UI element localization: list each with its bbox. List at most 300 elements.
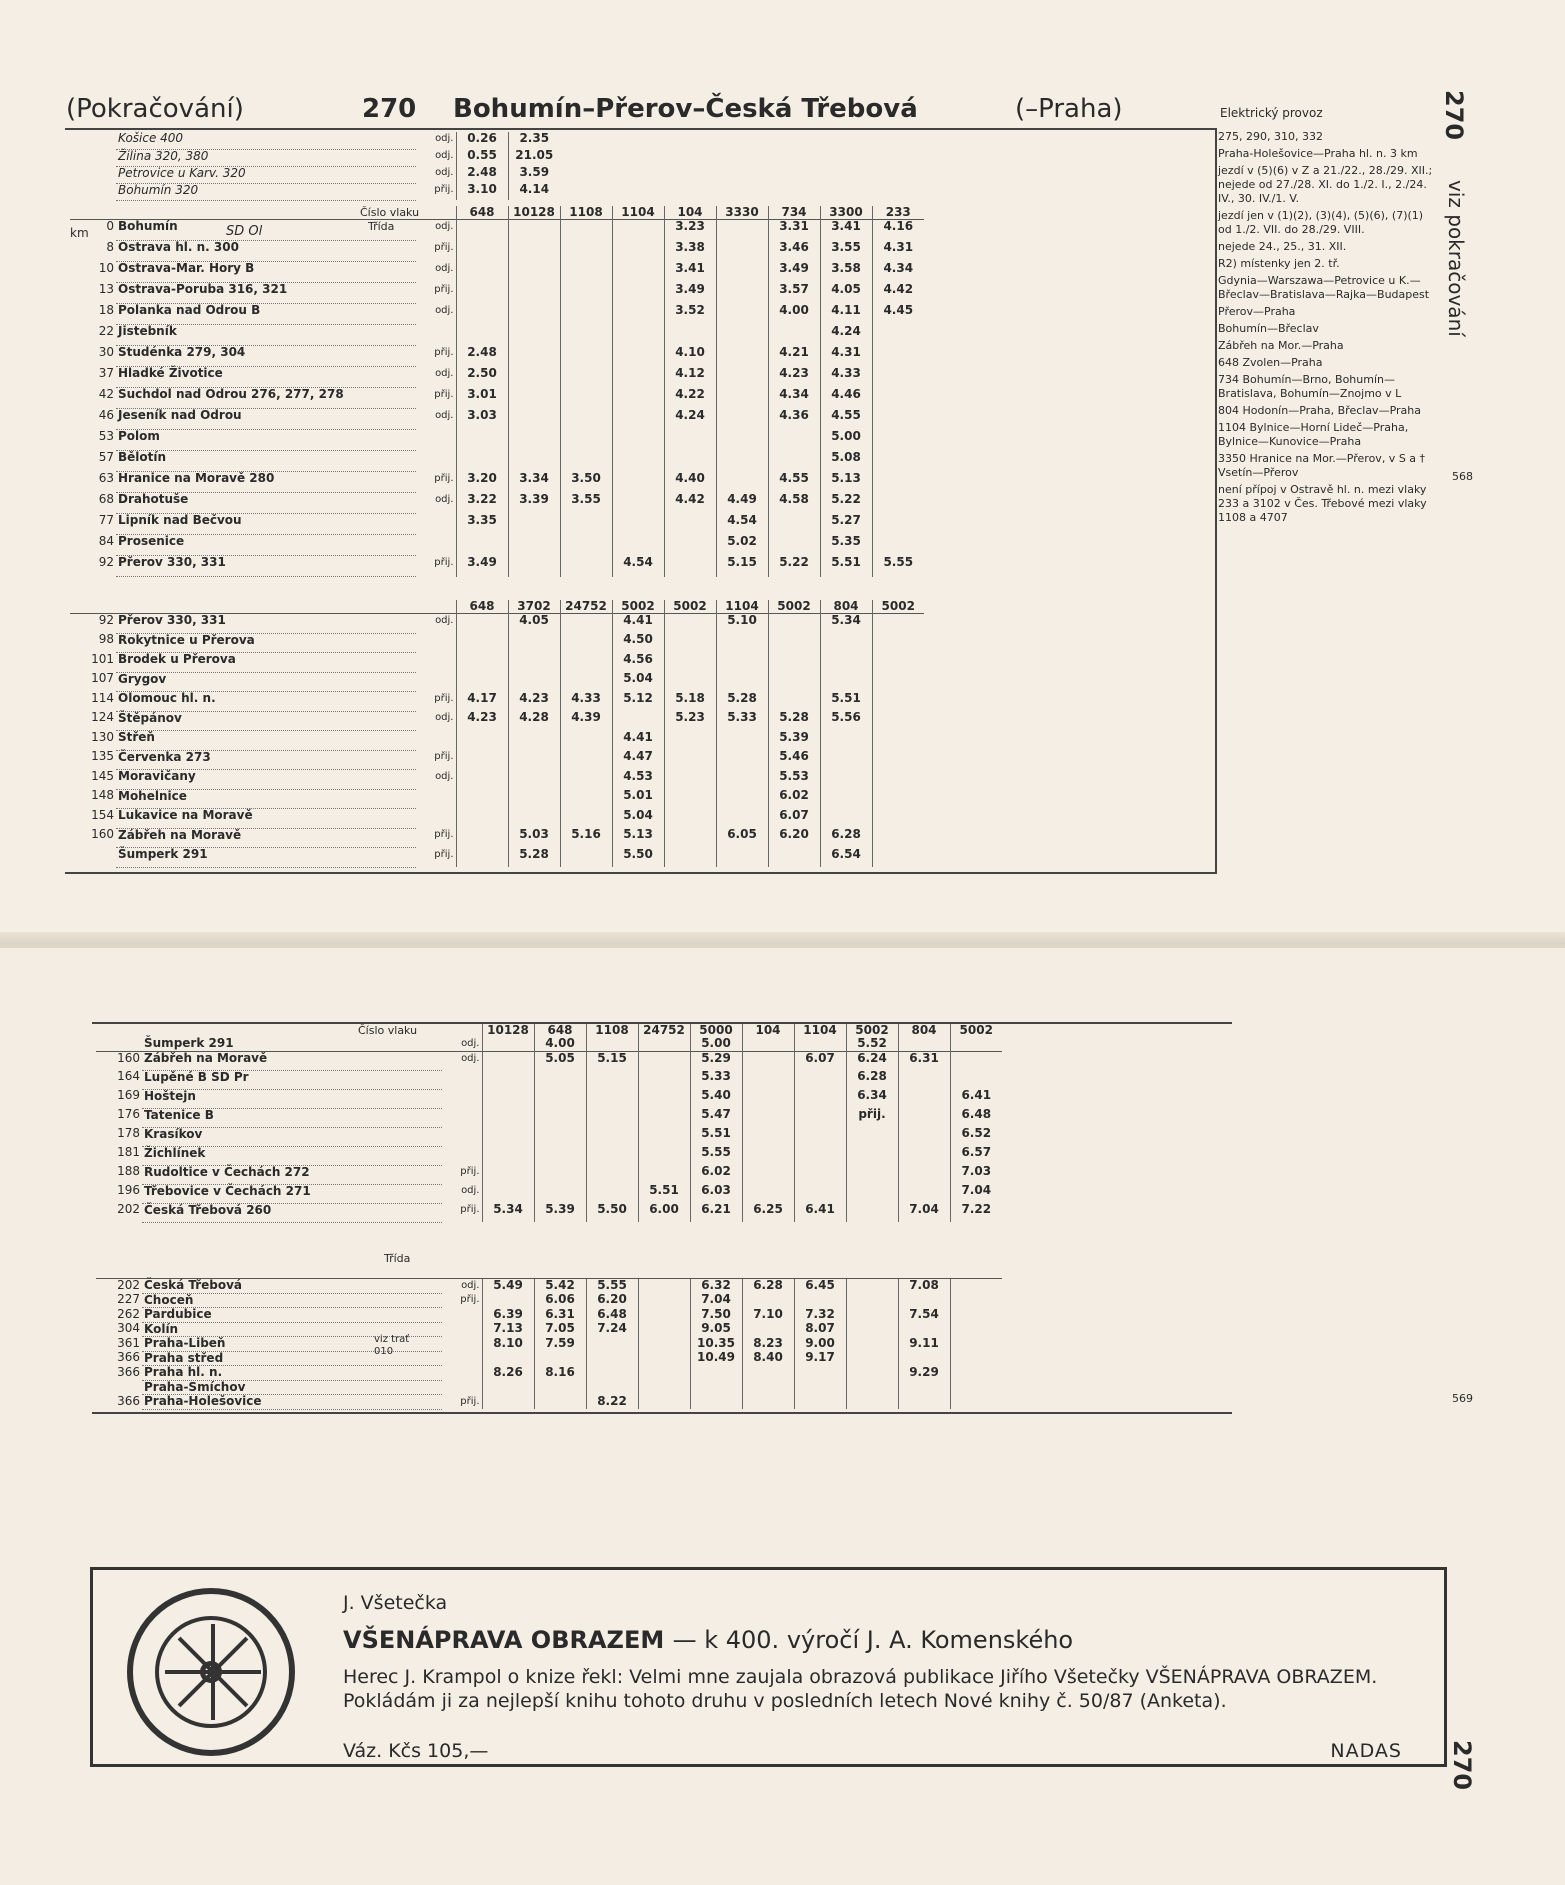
departure-time: [742, 1395, 794, 1410]
arr-dep-code: odj.: [416, 220, 456, 241]
departure-time: 5.23: [664, 711, 716, 731]
departure-time: [872, 770, 924, 790]
station-row: [70, 304, 924, 325]
departure-time: [638, 1165, 690, 1184]
ad-subtitle: — k 400. výročí J. A. Komenského: [672, 1626, 1074, 1654]
departure-time: 3.57: [768, 283, 820, 304]
departure-time: [456, 325, 508, 346]
station-name: Hranice na Moravě 280: [116, 472, 416, 493]
code-cell: [442, 1024, 482, 1037]
departure-time: [534, 1351, 586, 1366]
connection-station: Petrovice u Karv. 320: [116, 166, 416, 183]
departure-time: [612, 241, 664, 262]
departure-time: [872, 388, 924, 409]
departure-time: [742, 1051, 794, 1070]
top-section-1: [70, 206, 924, 577]
station-name: Drahotuše: [116, 493, 416, 514]
train-number: 104: [664, 206, 716, 220]
departure-time: 4.23: [508, 692, 560, 712]
departure-time: [898, 1127, 950, 1146]
note-item: nejede 24., 25., 31. XII.: [1218, 240, 1347, 253]
departure-time: [560, 848, 612, 868]
note-item: Zábřeh na Mor.—Praha: [1218, 339, 1344, 352]
departure-time: [482, 1089, 534, 1108]
station-km: 154: [91, 807, 114, 822]
departure-time: [768, 692, 820, 712]
arr-dep-code: odj.: [435, 409, 454, 421]
station-km: 366: [117, 1350, 140, 1364]
departure-time: [508, 672, 560, 692]
departure-time: 6.41: [950, 1089, 1002, 1108]
station-km: 92: [98, 554, 114, 569]
train-number: 734: [768, 206, 820, 220]
station-name: Praha-Libeň: [142, 1337, 442, 1352]
departure-time: [768, 451, 820, 472]
departure-time: [560, 535, 612, 556]
departure-time: [872, 325, 924, 346]
departure-time: 8.10: [482, 1337, 534, 1352]
departure-time: [716, 283, 768, 304]
station-row: [96, 1395, 1002, 1410]
train-number: 5002: [664, 600, 716, 614]
departure-time: 3.49: [768, 262, 820, 283]
connection-time: 3.10: [456, 183, 508, 200]
departure-time: [560, 672, 612, 692]
station-km: 22: [98, 323, 114, 338]
departure-time: 5.04: [612, 809, 664, 829]
departure-time: [846, 1322, 898, 1337]
station-name: Rokytnice u Přerova: [116, 633, 416, 653]
departure-time: [872, 614, 924, 634]
departure-time: 3.22: [456, 493, 508, 514]
departure-time: [716, 346, 768, 367]
departure-time: [560, 409, 612, 430]
arr-dep-code: [416, 653, 456, 673]
arr-dep-code: přij.: [434, 556, 454, 568]
departure-time: 6.52: [950, 1127, 1002, 1146]
departure-time: 3.49: [664, 283, 716, 304]
departure-time: [716, 770, 768, 790]
station-km: [70, 848, 116, 868]
code-cell: [416, 206, 456, 220]
departure-time: 4.00: [534, 1037, 586, 1051]
train-number: 10128: [508, 206, 560, 220]
train-number: 5000: [690, 1024, 742, 1037]
station-cell: [116, 600, 416, 614]
departure-time: 4.49: [716, 493, 768, 514]
station-km: 178: [117, 1126, 140, 1140]
train-number: 1104: [612, 206, 664, 220]
train-number: 104: [742, 1024, 794, 1037]
station-name: Bělotín: [116, 451, 416, 472]
departure-time: [638, 1351, 690, 1366]
departure-time: [768, 535, 820, 556]
departure-time: [872, 789, 924, 809]
departure-time: 4.41: [612, 614, 664, 634]
departure-time: [638, 1337, 690, 1352]
departure-time: 6.03: [690, 1184, 742, 1203]
departure-time: [638, 1037, 690, 1051]
departure-time: [846, 1293, 898, 1308]
station-name: Grygov: [116, 672, 416, 692]
departure-time: 6.24: [846, 1051, 898, 1070]
departure-time: [846, 1380, 898, 1395]
departure-time: 5.28: [768, 711, 820, 731]
arr-dep-code: odj.: [435, 150, 454, 161]
station-name: Šumperk 291: [116, 848, 416, 868]
departure-time: [820, 789, 872, 809]
departure-time: [560, 770, 612, 790]
departure-time: [950, 1380, 1002, 1395]
station-name: Kolín: [142, 1322, 442, 1337]
departure-time: 5.40: [690, 1089, 742, 1108]
station-name: Choceň: [142, 1293, 442, 1308]
departure-time: 3.46: [768, 241, 820, 262]
departure-time: [794, 1127, 846, 1146]
arr-dep-code: [442, 1070, 482, 1089]
departure-time: 8.26: [482, 1366, 534, 1381]
departure-time: 6.34: [846, 1089, 898, 1108]
station-km: [96, 1037, 142, 1051]
departure-time: [560, 388, 612, 409]
station-km: 107: [91, 671, 114, 685]
departure-time: 4.05: [508, 614, 560, 634]
departure-time: [846, 1165, 898, 1184]
arr-dep-code: [416, 672, 456, 692]
departure-time: [612, 220, 664, 241]
departure-time: [482, 1146, 534, 1165]
departure-time: [456, 633, 508, 653]
departure-time: 9.11: [898, 1337, 950, 1352]
col-train-label: Číslo vlaku: [360, 206, 420, 219]
departure-time: [508, 367, 560, 388]
station-km: 101: [91, 651, 114, 666]
departure-time: 5.08: [820, 451, 872, 472]
train-number-row: [70, 600, 924, 614]
departure-time: [508, 241, 560, 262]
arr-dep-code: přij.: [434, 692, 454, 704]
departure-time: 7.03: [950, 1165, 1002, 1184]
arr-dep-code: [442, 1146, 482, 1165]
departure-time: 10.35: [690, 1337, 742, 1352]
arr-dep-code: přij.: [460, 1294, 480, 1305]
arr-dep-code: [416, 514, 456, 535]
page-number-bottom: 569: [1452, 1392, 1473, 1405]
departure-time: [508, 220, 560, 241]
ad-price: Váz. Kčs 105,—: [343, 1740, 489, 1762]
col-km-label: km: [70, 226, 89, 240]
side-number-bottom: 270: [1448, 1740, 1476, 1791]
departure-time: 7.04: [898, 1203, 950, 1222]
departure-time: [716, 633, 768, 653]
station-name: Pardubice: [142, 1308, 442, 1323]
departure-time: 8.40: [742, 1351, 794, 1366]
departure-time: 7.04: [690, 1293, 742, 1308]
departure-time: [664, 789, 716, 809]
departure-time: [950, 1293, 1002, 1308]
departure-time: [586, 1127, 638, 1146]
departure-time: 6.54: [820, 848, 872, 868]
arr-dep-code: přij.: [434, 346, 454, 358]
note-item: není přípoj v Ostravě hl. n. mezi vlaky 233 a 3102 v Čes. Třebové mezi vlaky 1108 a 4707: [1218, 483, 1427, 524]
ad-title-main: VŠENÁPRAVA OBRAZEM: [343, 1626, 665, 1654]
departure-time: [586, 1089, 638, 1108]
departure-time: [716, 750, 768, 770]
departure-time: [950, 1279, 1002, 1294]
departure-time: [742, 1293, 794, 1308]
station-name: Bohumín: [116, 220, 416, 241]
departure-time: 5.22: [768, 556, 820, 577]
station-name: Praha-Holešovice: [142, 1395, 442, 1410]
station-km: 63: [98, 470, 114, 485]
departure-time: 5.55: [872, 556, 924, 577]
departure-time: 9.00: [794, 1337, 846, 1352]
departure-time: 3.49: [456, 556, 508, 577]
departure-time: [768, 633, 820, 653]
departure-time: [742, 1184, 794, 1203]
station-row: [70, 346, 924, 367]
connection-station: Bohumín 320: [116, 183, 416, 200]
departure-time: [482, 1127, 534, 1146]
station-km: 114: [91, 690, 114, 705]
train-number: 1104: [794, 1024, 846, 1037]
arr-dep-code: odj.: [435, 304, 454, 316]
connection-row: [70, 166, 560, 183]
ad-publisher: NADAS: [1330, 1740, 1402, 1762]
top-pre-table: [70, 132, 560, 201]
departure-time: 6.06: [534, 1293, 586, 1308]
departure-time: [898, 1146, 950, 1165]
departure-time: [638, 1127, 690, 1146]
note-item: 3350 Hranice na Mor.—Přerov, v S a † Vsetín—Přerov: [1218, 452, 1426, 479]
station-name: Mohelnice: [116, 789, 416, 809]
arr-dep-code: přij.: [434, 829, 454, 840]
departure-time: [820, 750, 872, 770]
station-km: 98: [98, 632, 114, 646]
departure-time: [846, 1395, 898, 1410]
departure-time: [508, 283, 560, 304]
arr-dep-code: odj.: [435, 770, 454, 782]
departure-time: [612, 711, 664, 731]
departure-time: 5.27: [820, 514, 872, 535]
departure-time: [456, 262, 508, 283]
departure-time: 5.34: [482, 1203, 534, 1222]
departure-time: 4.34: [768, 388, 820, 409]
connection-station: Košice 400: [116, 132, 416, 149]
station-row: [96, 1165, 1002, 1184]
arr-dep-code: [416, 633, 456, 653]
station-row: [96, 1337, 1002, 1352]
arr-dep-code: přij.: [460, 1395, 480, 1407]
departure-time: 6.45: [794, 1279, 846, 1294]
station-name: Moravičany: [116, 770, 416, 790]
train-number: 1104: [716, 600, 768, 614]
departure-time: 4.10: [664, 346, 716, 367]
train-number: 5002: [872, 600, 924, 614]
notes-panel: [1218, 130, 1433, 528]
departure-time: [586, 1108, 638, 1127]
departure-time: 5.00: [690, 1037, 742, 1051]
arr-dep-code: přij.: [460, 1204, 480, 1215]
station-row: [96, 1184, 1002, 1203]
departure-time: [482, 1184, 534, 1203]
station-row: [70, 770, 924, 790]
departure-time: 8.22: [586, 1395, 638, 1410]
book-advertisement: [90, 1567, 1447, 1767]
departure-time: [456, 828, 508, 848]
departure-time: [768, 430, 820, 451]
station-name: Polom: [116, 430, 416, 451]
departure-time: 4.11: [820, 304, 872, 325]
station-km: 10: [98, 260, 114, 275]
departure-time: [872, 367, 924, 388]
station-row: [70, 409, 924, 430]
station-name: Jeseník nad Odrou: [116, 409, 416, 430]
departure-time: 5.39: [534, 1203, 586, 1222]
station-row: [70, 451, 924, 472]
departure-time: [768, 848, 820, 868]
departure-time: [612, 262, 664, 283]
departure-time: 4.55: [820, 409, 872, 430]
departure-time: [586, 1380, 638, 1395]
departure-time: [664, 514, 716, 535]
departure-time: [534, 1070, 586, 1089]
departure-time: 5.18: [664, 692, 716, 712]
departure-time: [872, 633, 924, 653]
departure-time: [456, 789, 508, 809]
note-item: Bohumín—Břeclav: [1218, 322, 1319, 335]
station-row: [70, 535, 924, 556]
departure-time: 2.50: [456, 367, 508, 388]
side-continue: viz pokračování: [1444, 180, 1468, 337]
arr-dep-code: [416, 430, 456, 451]
departure-time: 4.55: [768, 472, 820, 493]
departure-time: [638, 1395, 690, 1410]
departure-time: 6.20: [586, 1293, 638, 1308]
km-cell: [70, 206, 116, 220]
connection-time: 0.55: [456, 149, 508, 166]
departure-time: [794, 1070, 846, 1089]
departure-time: [560, 556, 612, 577]
station-name: Ostrava-Mar. Hory B: [116, 262, 416, 283]
ad-quote: Herec J. Krampol o knize řekl: Velmi mne zaujala obrazová publikace Jiřího Všetečky VŠENÁPRAVA OBRAZEM. Pokládám ji za nejlepší knihu tohoto druhu v posledních letech Nové knihy č. 50/87 (Anketa).: [343, 1666, 1378, 1712]
departure-time: [664, 614, 716, 634]
departure-time: [716, 367, 768, 388]
departure-time: [950, 1395, 1002, 1410]
departure-time: 3.58: [820, 262, 872, 283]
departure-time: [846, 1184, 898, 1203]
station-row: [70, 472, 924, 493]
station-km: 0: [70, 220, 116, 241]
departure-time: 4.21: [768, 346, 820, 367]
departure-time: 9.05: [690, 1322, 742, 1337]
departure-time: [456, 770, 508, 790]
departure-time: [820, 653, 872, 673]
station-name: Polanka nad Odrou B: [116, 304, 416, 325]
station-name: Jistebník: [116, 325, 416, 346]
station-name: Ostrava-Poruba 316, 321: [116, 283, 416, 304]
station-km: 164: [117, 1069, 140, 1083]
departure-time: 5.34: [820, 614, 872, 634]
departure-time: 4.40: [664, 472, 716, 493]
departure-time: [612, 367, 664, 388]
km-cell: [70, 166, 116, 183]
departure-time: 3.01: [456, 388, 508, 409]
departure-time: 4.23: [456, 711, 508, 731]
departure-time: 3.55: [560, 493, 612, 514]
arr-dep-code: [442, 1108, 482, 1127]
departure-time: 4.53: [612, 770, 664, 790]
departure-time: [872, 672, 924, 692]
station-name: Třebovice v Čechách 271: [142, 1184, 442, 1203]
arr-dep-code: odj.: [435, 167, 454, 178]
departure-time: [872, 653, 924, 673]
departure-time: 7.08: [898, 1279, 950, 1294]
departure-time: přij.: [846, 1108, 898, 1127]
departure-time: [560, 750, 612, 770]
departure-time: 5.00: [820, 430, 872, 451]
departure-time: [846, 1127, 898, 1146]
station-row: [96, 1203, 1002, 1222]
departure-time: [690, 1380, 742, 1395]
departure-time: 4.24: [664, 409, 716, 430]
train-number: 24752: [560, 600, 612, 614]
departure-time: [716, 451, 768, 472]
arr-dep-code: [442, 1322, 482, 1337]
arr-dep-code: přij.: [434, 283, 454, 295]
bottom-section-1: [96, 1024, 1002, 1223]
departure-time: [716, 653, 768, 673]
departure-time: [638, 1322, 690, 1337]
departure-time: 9.29: [898, 1366, 950, 1381]
departure-time: 5.16: [560, 828, 612, 848]
departure-time: [742, 1037, 794, 1051]
departure-time: 5.51: [638, 1184, 690, 1203]
station-row: [70, 388, 924, 409]
departure-time: [508, 346, 560, 367]
departure-time: [534, 1127, 586, 1146]
departure-time: [612, 304, 664, 325]
traction-label: Elektrický provoz: [1220, 106, 1323, 120]
departure-time: [846, 1366, 898, 1381]
departure-time: 4.54: [612, 556, 664, 577]
station-row: [70, 731, 924, 751]
departure-time: [716, 809, 768, 829]
station-name: Praha střed: [142, 1351, 442, 1366]
departure-time: [482, 1351, 534, 1366]
departure-time: [742, 1380, 794, 1395]
station-km: 53: [98, 428, 114, 443]
departure-time: 6.02: [768, 789, 820, 809]
departure-time: 4.17: [456, 692, 508, 712]
departure-time: 4.42: [664, 493, 716, 514]
departure-time: [612, 472, 664, 493]
departure-time: 4.00: [768, 304, 820, 325]
train-number: 804: [898, 1024, 950, 1037]
arr-dep-code: [416, 789, 456, 809]
station-row: [96, 1146, 1002, 1165]
departure-time: [456, 614, 508, 634]
departure-time: 7.54: [898, 1308, 950, 1323]
departure-time: [508, 304, 560, 325]
departure-time: [690, 1395, 742, 1410]
train-number: 5002: [950, 1024, 1002, 1037]
departure-time: 4.34: [872, 262, 924, 283]
departure-time: [742, 1089, 794, 1108]
departure-time: [456, 731, 508, 751]
train-number: 3330: [716, 206, 768, 220]
departure-time: [508, 388, 560, 409]
